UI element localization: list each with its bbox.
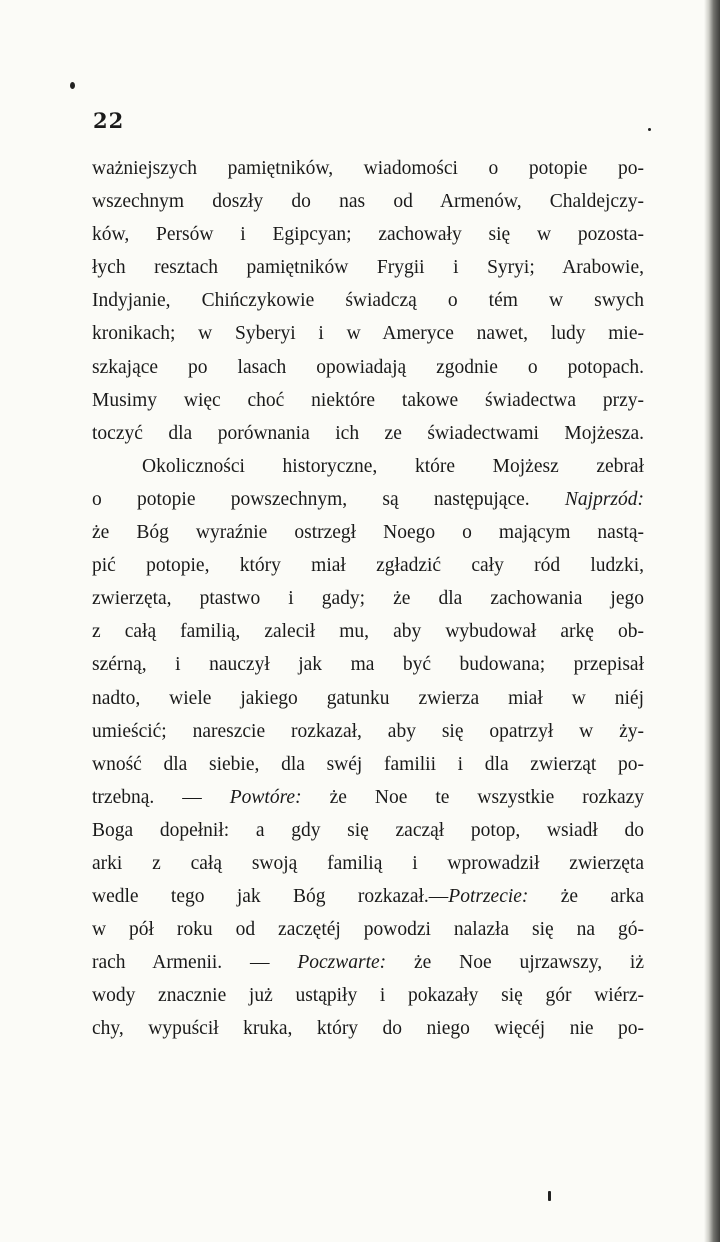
text-line [92,946,644,979]
italic-term: Potrzecie: [448,886,529,908]
line-text: rach Armenii. — [92,952,298,974]
text-line: arki z całą swoją familią i wprowadził zwierzęta [92,852,644,874]
paragraph-start-line: Okoliczności historyczne, które Mojżesz zebrał [142,455,644,477]
line-text: o potopie powszechnym, są następujące. [92,488,565,510]
ink-speck [70,82,75,89]
page-number: 22 [93,108,125,133]
text-line: nadto, wiele jakiego gatunku zwierza miał w niéj [92,687,644,709]
text-line [92,781,644,814]
line-text: trzebną. — [92,786,230,808]
text-line: Indyjanie, Chińczykowie świadczą o tém w swych [92,290,644,312]
text-line [92,483,644,516]
text-line: umieścić; nareszcie rozkazał, aby się opatrzył w ży- [92,720,644,742]
line-text: wedle tego jak Bóg rozkazał.— [92,886,449,908]
ink-speck [648,128,651,131]
line-text: że arka [528,886,644,908]
text-line: szérną, i nauczył jak ma być budowana; przepisał [92,654,644,676]
paragraph-end-line: toczyć dla porównania ich ze świadectwami Mojżesza. [92,422,644,444]
line-text: że Noe ujrzawszy, iż [386,952,644,974]
text-line: Boga dopełnił: a gdy się zaczął potop, wsiadł do [92,819,644,841]
text-line: ków, Persów i Egipcyan; zachowały się w pozosta- [92,224,644,246]
text-line: że Bóg wyraźnie ostrzegł Noego o mającym nastą- [92,522,644,544]
text-line: ważniejszych pamiętników, wiadomości o potopie po- [92,158,644,179]
text-line: wszechnym doszły do nas od Armenów, Chaldejczy- [92,191,644,213]
text-line: kronikach; w Syberyi i w Ameryce nawet, ludy mie- [92,323,644,345]
text-line [92,880,644,913]
italic-term: Najprzód: [564,488,644,510]
text-line: zwierzęta, ptastwo i gady; że dla zachowania jego [92,588,644,610]
ink-speck [548,1191,551,1201]
text-line: w pół roku od zaczętéj powodzi nalazła się na gó- [92,919,644,941]
italic-term: Poczwarte: [297,952,387,974]
text-line: wody znacznie już ustąpiły i pokazały się gór wiérz- [92,985,644,1007]
text-line: pić potopie, który miał zgładzić cały ród ludzki, [92,555,644,577]
text-line: z całą familią, zalecił mu, aby wybudował arkę ob- [92,621,644,643]
line-text: że Noe te wszystkie rozkazy [301,786,644,808]
scan-page-edge [704,0,720,1242]
body-text [92,152,644,1046]
text-line: chy, wypuścił kruka, który do niego więcéj nie po- [92,1018,644,1040]
text-line: łych resztach pamiętników Frygii i Syryi; Arabowie, [92,257,644,279]
text-line: Musimy więc choć niektóre takowe świadectwa przy- [92,389,644,411]
text-line: wność dla siebie, dla swéj familii i dla zwierząt po- [92,753,644,775]
text-line: szkające po lasach opowiadają zgodnie o potopach. [92,356,644,378]
italic-term: Powtóre: [229,786,302,808]
